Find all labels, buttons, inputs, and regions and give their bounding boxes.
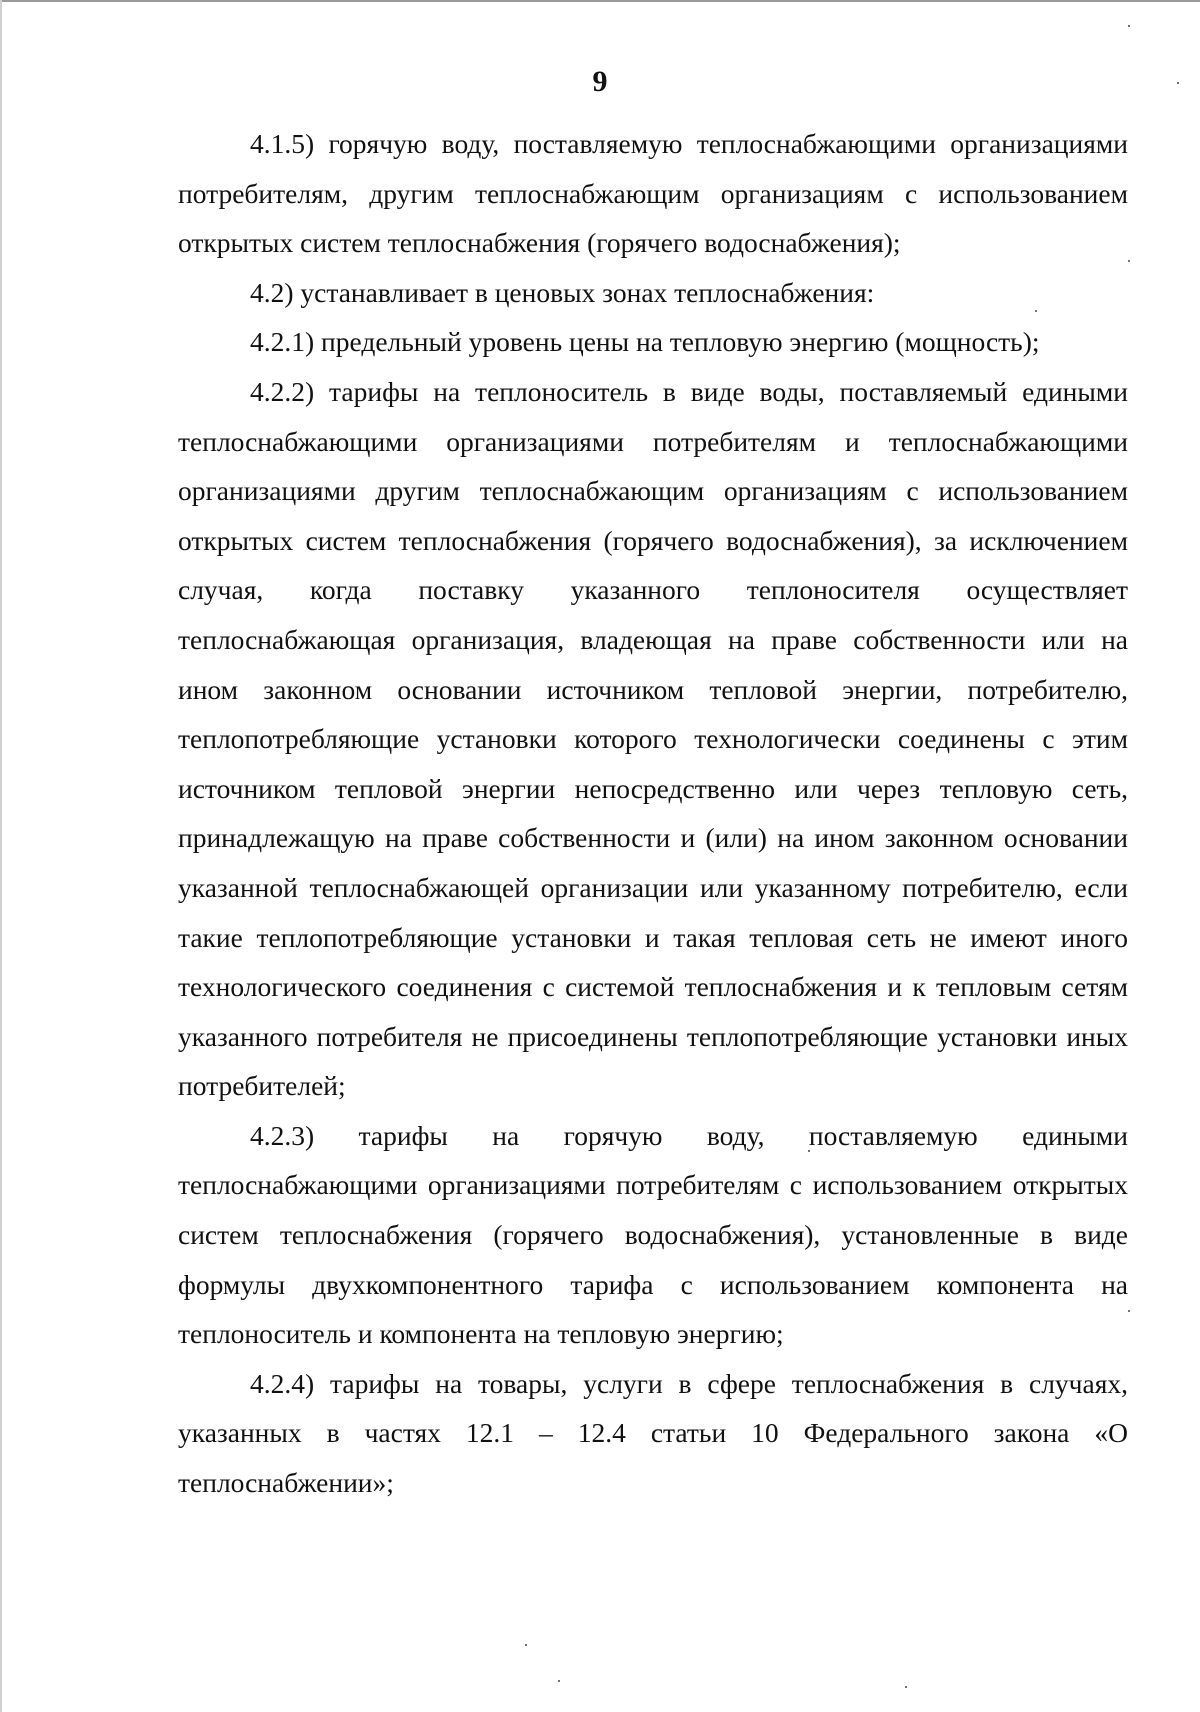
scan-speck — [905, 1686, 907, 1688]
document-body — [178, 119, 1128, 1508]
paragraph-4-1-5: 4.1.5) горячую воду, поставляемую теплоснабжающими организациями потребителям, другим теплоснабжающим организациям с использованием открытых систем теплоснабжения (горячего водоснабжения); — [178, 128, 1128, 259]
scan-speck — [1128, 260, 1130, 262]
scan-top-edge — [0, 0, 1200, 2]
scan-speck — [558, 1680, 560, 1682]
paragraph-4-2-3: 4.2.3) тарифы на горячую воду, поставляемую едиными теплоснабжающими организациями потребителям с использованием открытых систем теплоснабжения (горячего водоснабжения), установленные в виде формулы двухкомпонентного тарифа с использованием компонента на теплоноситель и компонента на тепловую энергию; — [178, 1119, 1128, 1350]
scan-left-edge — [0, 0, 2, 1712]
scan-speck — [1128, 1310, 1130, 1312]
paragraph-4-2-1: 4.2.1) предельный уровень цены на тепловую энергию (мощность); — [250, 326, 1040, 358]
paragraph-4-2-4: 4.2.4) тарифы на товары, услуги в сфере теплоснабжения в случаях, указанных в частях 12.1 – 12.4 статьи 10 Федерального закона «О теплоснабжении»; — [178, 1367, 1128, 1499]
paragraph-4-2: 4.2) устанавливает в ценовых зонах теплоснабжения: — [250, 276, 875, 308]
scan-speck — [1128, 25, 1130, 27]
paragraph-4-2-2: 4.2.2) тарифы на теплоноситель в виде воды, поставляемый едиными теплоснабжающими организациями потребителям и теплоснабжающими организациями другим теплоснабжающим организациям с использованием открытых систем теплоснабжения (горячего водоснабжения), за исключением случая, когда поставку указанного теплоносителя осуществляет теплоснабжающая организация, владеющая на праве собственности или на ином законном основании источником тепловой энергии, потребителю, теплопотребляющие установки которого технологически соединены с этим источником тепловой энергии непосредственно или через тепловую сеть, принадлежащую на праве собственности и (или) на ином законном основании указанной теплоснабжающей организации или указанному потребителю, если такие теплопотребляющие установки и такая тепловая сеть не имеют иного технологического соединения с системой теплоснабжения и к тепловым сетям указанного потребителя не присоединены теплопотребляющие установки иных потребителей; — [178, 375, 1128, 1102]
page-number: 9 — [592, 65, 608, 98]
scan-speck — [525, 1644, 527, 1646]
